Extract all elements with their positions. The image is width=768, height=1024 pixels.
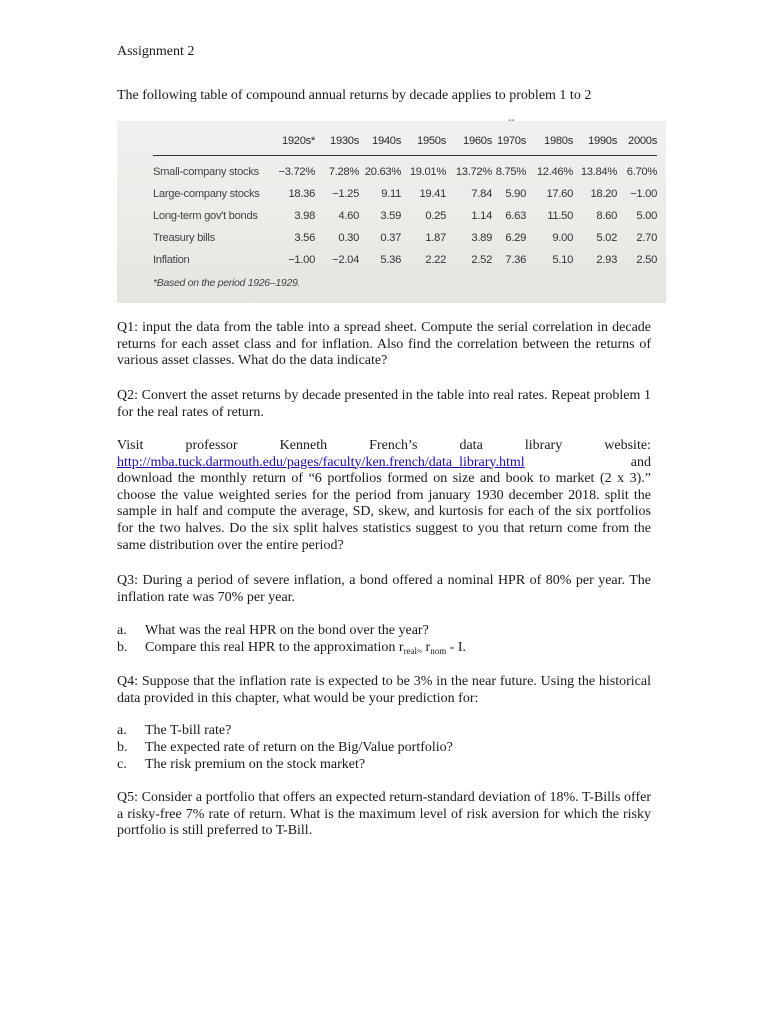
list-text: What was the real HPR on the bond over the year?	[145, 623, 429, 638]
table-cell: 0.30	[338, 232, 359, 244]
table-header-row	[153, 133, 657, 156]
table-row	[153, 156, 657, 184]
col-header: 1950s	[401, 133, 446, 156]
table-row	[153, 249, 657, 271]
approx-symbol: ≈	[417, 646, 423, 656]
table-cell: 7.28%	[328, 166, 359, 178]
col-header: 1960s	[446, 133, 492, 156]
table-cell: −1.00	[288, 254, 315, 266]
formula-lead: Compare this real HPR to the approximation r	[145, 640, 404, 655]
visit-word: data	[459, 438, 483, 453]
table-cell: 13.84%	[580, 166, 617, 178]
table-cell: 13.72%	[455, 166, 492, 178]
list-marker: b.	[117, 740, 128, 755]
question-2: Q2: Convert the asset returns by decade presented in the table into real rates. Repeat problem 1 for the real rates of return.	[117, 388, 651, 420]
table-row	[153, 227, 657, 249]
table-cell: 18.20	[590, 188, 617, 200]
table-cell: 8.60	[596, 210, 617, 222]
table-cell: 6.70%	[626, 166, 657, 178]
table-cell: 3.56	[294, 232, 315, 244]
question-1: Q1: input the data from the table into a spread sheet. Compute the serial correlation in decade returns for each asset class and for inflation. Also find the correlation between the returns of various asset classes. What do the data indicate?	[117, 320, 651, 369]
table-cell: 5.00	[636, 210, 657, 222]
list-text: The T-bill rate?	[145, 723, 232, 738]
table-cell: 6.29	[505, 232, 526, 244]
table-cell: 20.63%	[364, 166, 401, 178]
subscript-nom: nom	[430, 646, 447, 656]
visit-rest: download the monthly return of “6 portfolios formed on size and book to market (2 x 3).” choose the value weighted series for the period from january 1930 december 2018. split the sample in half and compute the average, SD, skew, and kurtosis for each of the six portfolios for the two halves. Do the six split halves statistics suggest to you that return come from the same distribution over the entire period?	[117, 471, 651, 553]
row-label: Inflation	[153, 254, 190, 266]
dash-mark: --	[508, 115, 515, 126]
table-cell: 2.22	[425, 254, 446, 266]
table-cell: −1.00	[630, 188, 657, 200]
table-cell: 0.37	[380, 232, 401, 244]
list-text: The expected rate of return on the Big/Value portfolio?	[145, 740, 453, 755]
list-marker: b.	[117, 640, 128, 655]
list-marker: c.	[117, 757, 127, 772]
table-cell: 6.63	[505, 210, 526, 222]
row-label: Long-term gov't bonds	[153, 210, 258, 222]
visit-first-line	[117, 438, 651, 455]
col-header: 1940s	[359, 133, 401, 156]
row-label: Treasury bills	[153, 232, 215, 244]
table-cell: 2.52	[471, 254, 492, 266]
table-cell: 2.70	[636, 232, 657, 244]
table-cell: 4.60	[338, 210, 359, 222]
data-library-link[interactable]: http://mba.tuck.darmouth.edu/pages/faculty/ken.french/data_library.html	[117, 454, 525, 470]
visit-word: French’s	[369, 438, 418, 453]
table-cell: 19.01%	[409, 166, 446, 178]
list-text-formula	[145, 640, 466, 660]
visit-word: professor	[185, 438, 238, 453]
table-cell: −3.72%	[278, 166, 315, 178]
visit-word: library	[524, 438, 563, 453]
table-cell: 11.50	[547, 210, 573, 222]
table-corner	[153, 133, 269, 156]
table-cell: −2.04	[332, 254, 359, 266]
col-header: 1920s*	[269, 133, 315, 156]
table-cell: 19.41	[419, 188, 446, 200]
question-5: Q5: Consider a portfolio that offers an expected return-standard deviation of 18%. T-Bills offer a risky-free 7% rate of return. What is the maximum level of risk aversion for which the risky portfolio is still preferred to T-Bill.	[117, 790, 651, 839]
table-cell: 0.25	[425, 210, 446, 222]
table-cell: 12.46%	[536, 166, 573, 178]
table-cell: 7.84	[471, 188, 492, 200]
intro-text: The following table of compound annual returns by decade applies to problem 1 to 2	[117, 88, 592, 103]
visit-word: Kenneth	[279, 438, 328, 453]
row-label: Large-company stocks	[153, 188, 260, 200]
col-header: 2000s	[617, 133, 657, 156]
visit-link-line	[117, 455, 651, 472]
visit-and: and	[630, 454, 651, 470]
returns-table-photo	[117, 115, 666, 303]
table-cell: 5.36	[380, 254, 401, 266]
col-header: 1930s	[315, 133, 359, 156]
table-cell: 1.14	[471, 210, 492, 222]
table-cell: 3.89	[471, 232, 492, 244]
question-3: Q3: During a period of severe inflation, a bond offered a nominal HPR of 80% per year. The inflation rate was 70% per year.	[117, 573, 651, 605]
subscript-real: real	[403, 646, 418, 656]
formula-mid: r	[422, 640, 431, 655]
table-cell: −1.25	[332, 188, 359, 200]
col-header: 1980s	[526, 133, 573, 156]
list-marker: a.	[117, 723, 127, 738]
col-header: 1990s	[573, 133, 617, 156]
visit-word: Visit	[117, 438, 144, 453]
table-cell: 2.93	[596, 254, 617, 266]
table-cell: 9.00	[552, 232, 573, 244]
table-footnote: *Based on the period 1926–1929.	[153, 277, 301, 289]
table-cell: 2.50	[636, 254, 657, 266]
list-text: The risk premium on the stock market?	[145, 757, 366, 772]
table-cell: 5.02	[596, 232, 617, 244]
table-row	[153, 183, 657, 205]
page-title: Assignment 2	[117, 44, 195, 59]
table-cell: 5.90	[505, 188, 526, 200]
question-4: Q4: Suppose that the inflation rate is expected to be 3% in the near future. Using the historical data provided in this chapter, what would be your prediction for:	[117, 674, 651, 706]
table-cell: 3.59	[380, 210, 401, 222]
table-cell: 9.11	[381, 188, 401, 200]
table-row	[153, 205, 657, 227]
row-label: Small-company stocks	[153, 166, 259, 178]
visit-paragraph	[117, 438, 651, 554]
visit-word: website:	[604, 438, 651, 453]
table-cell: 7.36	[505, 254, 526, 266]
table-cell: 5.10	[552, 254, 573, 266]
col-header: 1970s	[492, 133, 526, 156]
table-cell: 1.87	[425, 232, 446, 244]
returns-table	[153, 133, 657, 271]
table-cell: 18.36	[288, 188, 315, 200]
list-marker: a.	[117, 623, 127, 638]
table-cell: 17.60	[546, 188, 573, 200]
table-cell: 8.75%	[495, 166, 526, 178]
table-cell: 3.98	[294, 210, 315, 222]
formula-tail: - I.	[446, 640, 467, 655]
